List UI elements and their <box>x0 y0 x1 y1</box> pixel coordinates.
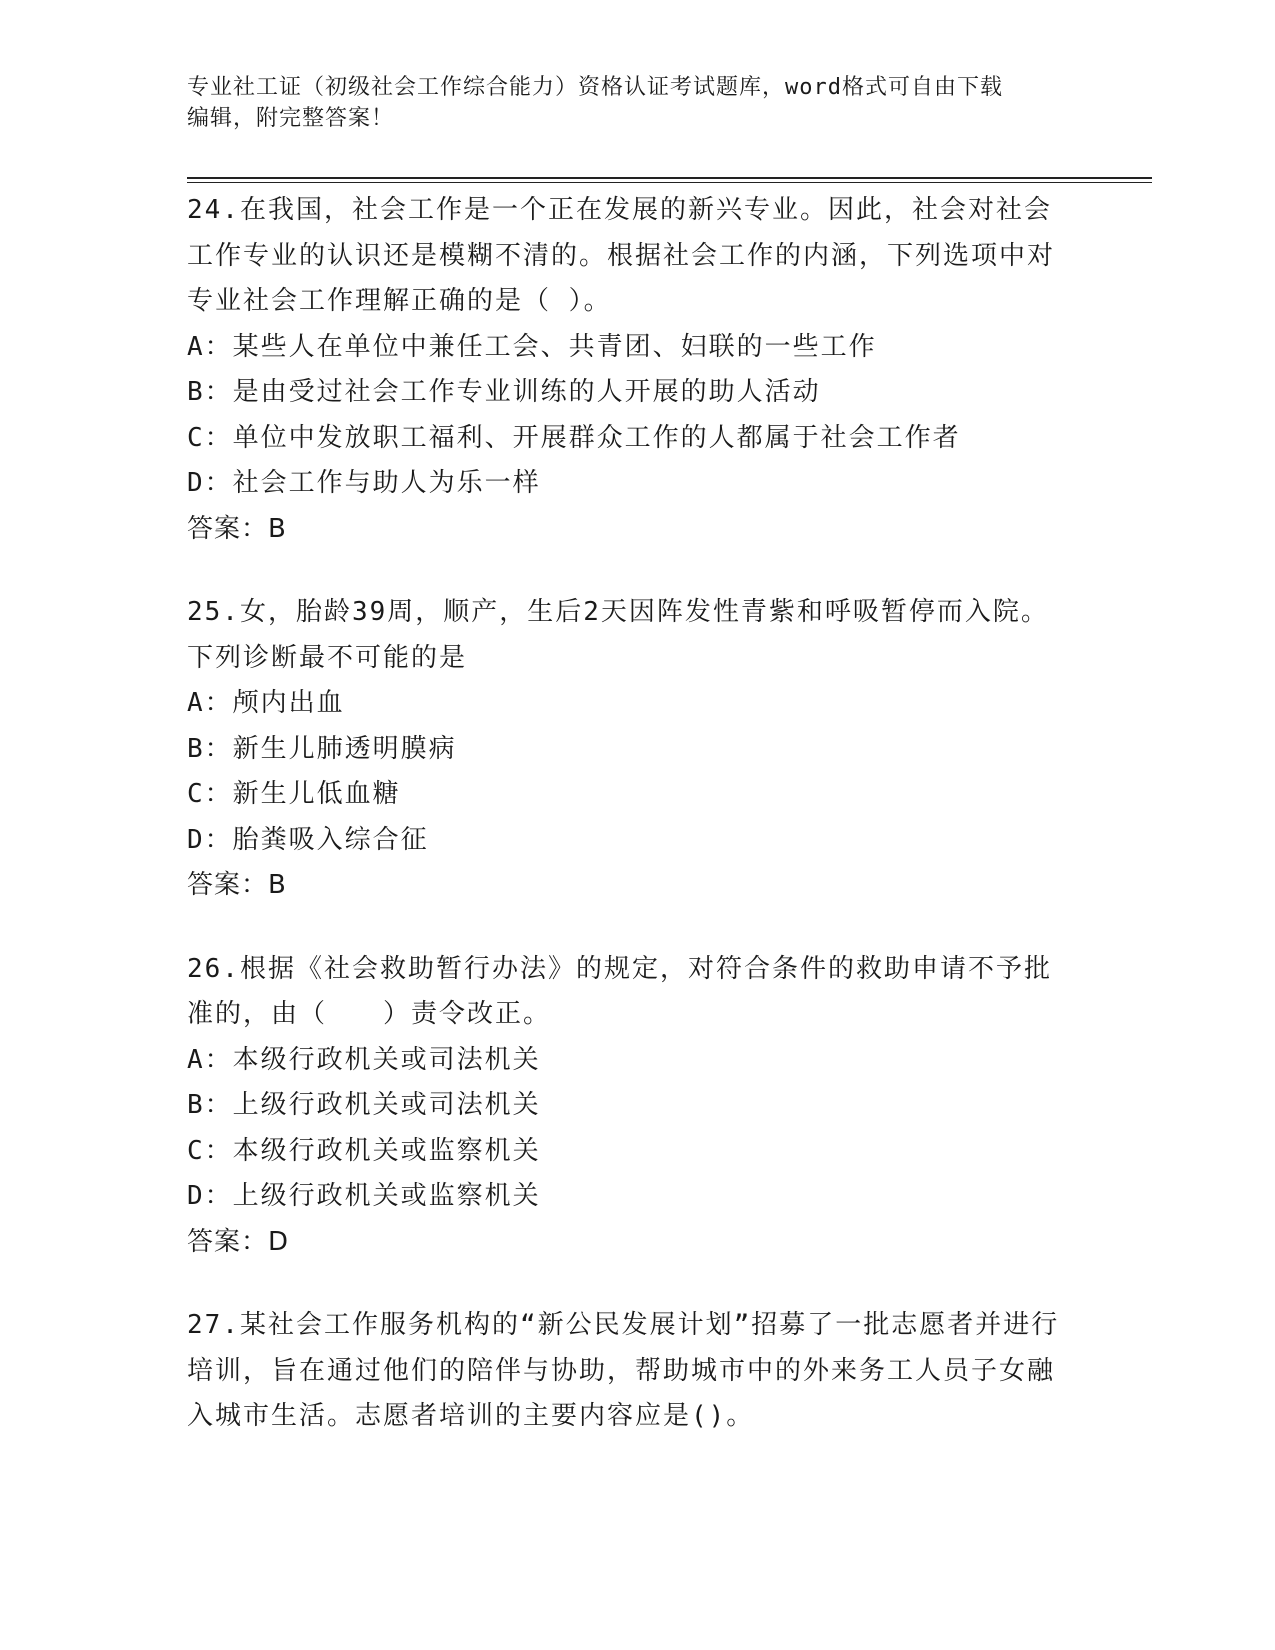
question-24 <box>187 188 1067 552</box>
question-25 <box>187 590 1067 909</box>
question-text: 25.女，胎龄39周，顺产，生后2天因阵发性青紫和呼吸暂停而入院。下列诊断最不可能的是 <box>187 597 1049 673</box>
header-line-2: 编辑，附完整答案！ <box>187 106 395 131</box>
option-a: A：颅内出血 <box>187 688 345 718</box>
option-b: B：上级行政机关或司法机关 <box>187 1090 541 1120</box>
header-divider-thin <box>187 182 1152 183</box>
option-c: C：新生儿低血糖 <box>187 779 401 809</box>
option-b: B：是由受过社会工作专业训练的人开展的助人活动 <box>187 377 821 407</box>
option-a: A：某些人在单位中兼任工会、共青团、妇联的一些工作 <box>187 331 877 362</box>
question-text: 24.在我国，社会工作是一个正在发展的新兴专业。因此，社会对社会工作专业的认识还是模糊不清的。根据社会工作的内涵，下列选项中对专业社会工作理解正确的是（ ）。 <box>187 195 1056 316</box>
option-a: A：本级行政机关或司法机关 <box>187 1044 541 1075</box>
question-text: 27.某社会工作服务机构的“新公民发展计划”招募了一批志愿者并进行培训，旨在通过他们的陪伴与协助，帮助城市中的外来务工人员子女融入城市生活。志愿者培训的主要内容应是()。 <box>187 1310 1060 1431</box>
question-spacer <box>187 1265 1067 1303</box>
question-text: 26.根据《社会救助暂行办法》的规定，对符合条件的救助申请不予批准的，由（ ）责令改正。 <box>187 953 1052 1029</box>
question-list <box>187 188 1067 1440</box>
header-line-1: 专业社工证（初级社会工作综合能力）资格认证考试题库，word格式可自由下载 <box>187 75 1003 100</box>
question-spacer <box>187 909 1067 947</box>
document-header <box>187 72 1087 134</box>
option-c: C：单位中发放职工福利、开展群众工作的人都属于社会工作者 <box>187 422 961 453</box>
question-26 <box>187 947 1067 1266</box>
answer-line: 答案：B <box>187 513 287 544</box>
option-d: D：社会工作与助人为乐一样 <box>187 468 541 498</box>
answer-line: 答案：D <box>187 1226 290 1257</box>
option-d: D：胎粪吸入综合征 <box>187 824 429 855</box>
option-d: D：上级行政机关或监察机关 <box>187 1181 541 1211</box>
option-c: C：本级行政机关或监察机关 <box>187 1135 541 1166</box>
header-divider-thick <box>187 177 1152 179</box>
option-b: B：新生儿肺透明膜病 <box>187 733 457 764</box>
question-27 <box>187 1303 1067 1440</box>
question-spacer <box>187 552 1067 590</box>
answer-line: 答案：B <box>187 870 287 900</box>
